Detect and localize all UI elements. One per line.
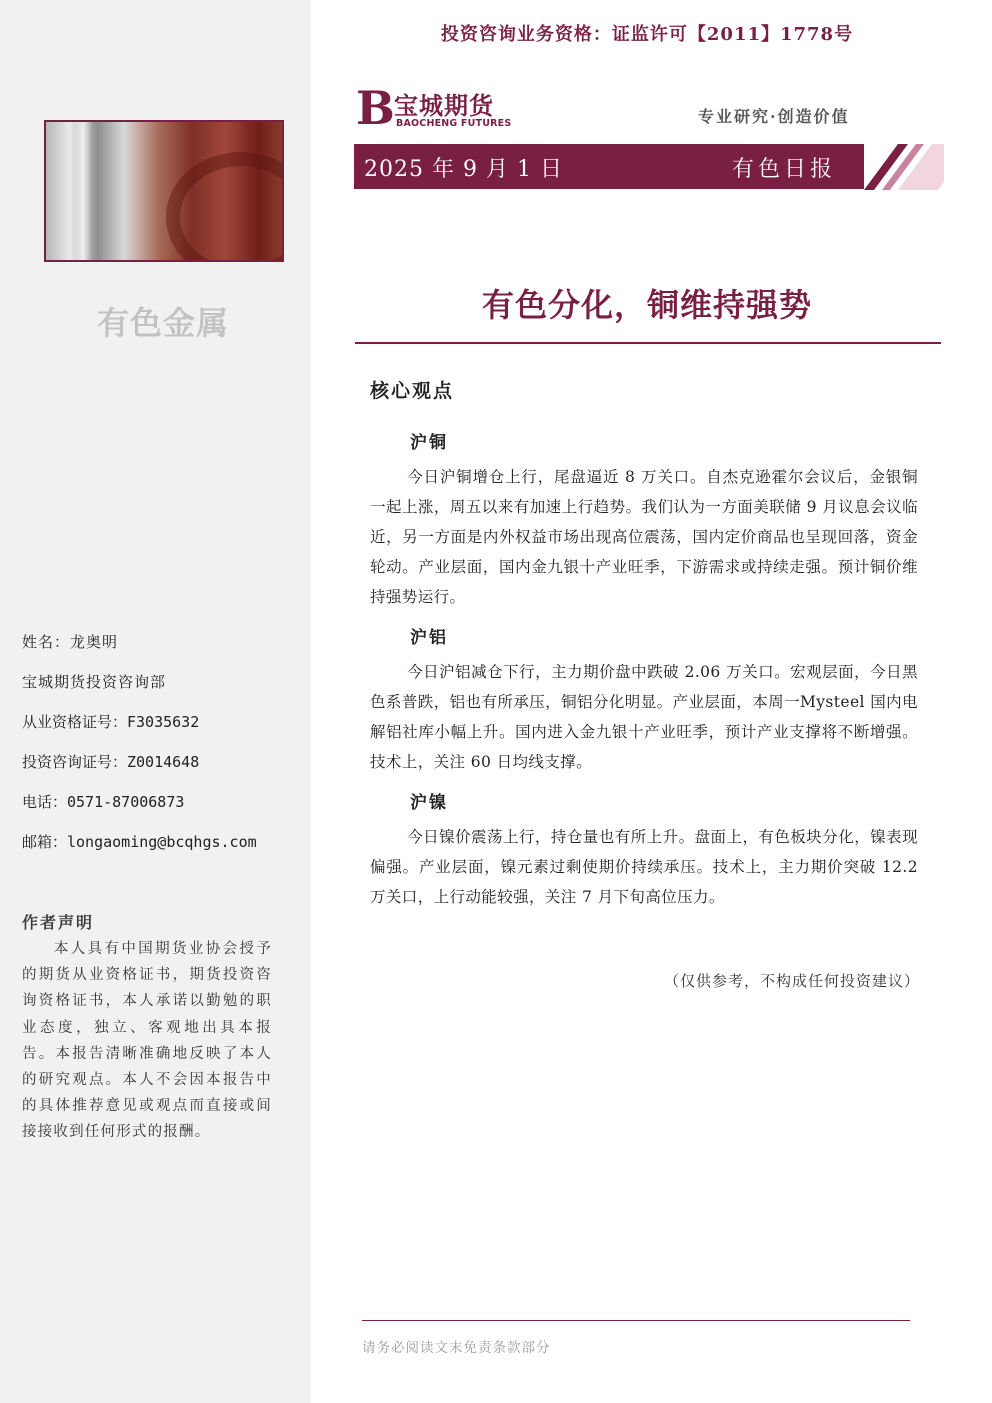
banner-stripes-icon (852, 144, 944, 190)
logo-mark-icon: B (356, 81, 395, 135)
logo-name-cn: 宝城期货 (394, 92, 494, 120)
company-logo (356, 81, 526, 135)
sector-label: 有色金属 (96, 304, 229, 342)
section-heading-copper: 沪铜 (410, 433, 448, 453)
slogan: 专业研究·创造价值 (698, 107, 850, 126)
report-type: 有色日报 (731, 157, 836, 182)
section-heading-nickel: 沪镍 (410, 793, 448, 813)
copper-cover-image (44, 120, 284, 262)
author-info (22, 630, 292, 870)
disclaimer: （仅供参考，不构成任何投资建议） (663, 972, 920, 990)
title-divider (355, 342, 941, 344)
footer-divider (362, 1320, 910, 1321)
copper-coil-shape (166, 152, 284, 262)
author-phone: 电话：0571-87006873 (22, 793, 185, 811)
report-title: 有色分化，铜维持强势 (481, 286, 812, 324)
section-text-nickel: 今日镍价震荡上行，持仓量也有所上升。盘面上，有色板块分化，镍表现偏强。产业层面，镍元素过剩使期价持续承压。技术上，主力期价突破 12.2 万关口，上行动能较强，关注 7 月下旬高位压力。 (370, 828, 918, 906)
report-date: 2025 年 9 月 1 日 (364, 157, 563, 182)
core-view-heading: 核心观点 (370, 380, 455, 402)
section-heading-aluminum: 沪铝 (410, 628, 448, 648)
declaration-title: 作者声明 (22, 913, 95, 932)
date-banner (354, 144, 864, 189)
author-dept: 宝城期货投资咨询部 (22, 673, 167, 691)
sidebar (0, 0, 311, 1403)
license-line: 投资咨询业务资格：证监许可【2011】1778号 (440, 24, 854, 45)
logo-name-en: BAOCHENG FUTURES (396, 118, 512, 129)
author-email[interactable]: 邮箱：longaoming@bcqhgs.com (22, 833, 257, 851)
declaration-body: 本人具有中国期货业协会授予的期货从业资格证书，期货投资咨询资格证书，本人承诺以勤勉的职业态度，独立、客观地出具本报告。本报告清晰准确地反映了本人的研究观点。本人不会因本报告中的具体推荐意见或观点而直接或间接接收到任何形式的报酬。 (22, 941, 272, 1141)
section-text-aluminum: 今日沪铝减仓下行，主力期价盘中跌破 2.06 万关口。宏观层面，今日黑色系普跌，铝也有所承压，铜铝分化明显。产业层面，本周一Mysteel 国内电解铝社库小幅上升。国内进入金九银十产业旺季，预计产业支撑将不断增强。技术上，关注 60 日均线支撑。 (370, 663, 918, 771)
author-advisory-no: 投资咨询证号：Z0014648 (22, 753, 200, 771)
footer-note: 请务必阅读文末免责条款部分 (362, 1340, 551, 1356)
section-text-copper: 今日沪铜增仓上行，尾盘逼近 8 万关口。自杰克逊霍尔会议后，金银铜一起上涨，周五以来有加速上行趋势。我们认为一方面美联储 9 月议息会议临近，另一方面是内外权益市场出现高位震荡，国内定价商品也呈现回落，资金轮动。产业层面，国内金九银十产业旺季，下游需求或持续走强。预计铜价维持强势运行。 (370, 468, 918, 606)
author-name: 姓名：龙奥明 (22, 633, 119, 651)
image-highlight (74, 122, 92, 260)
author-qualification: 从业资格证号：F3035632 (22, 713, 200, 731)
